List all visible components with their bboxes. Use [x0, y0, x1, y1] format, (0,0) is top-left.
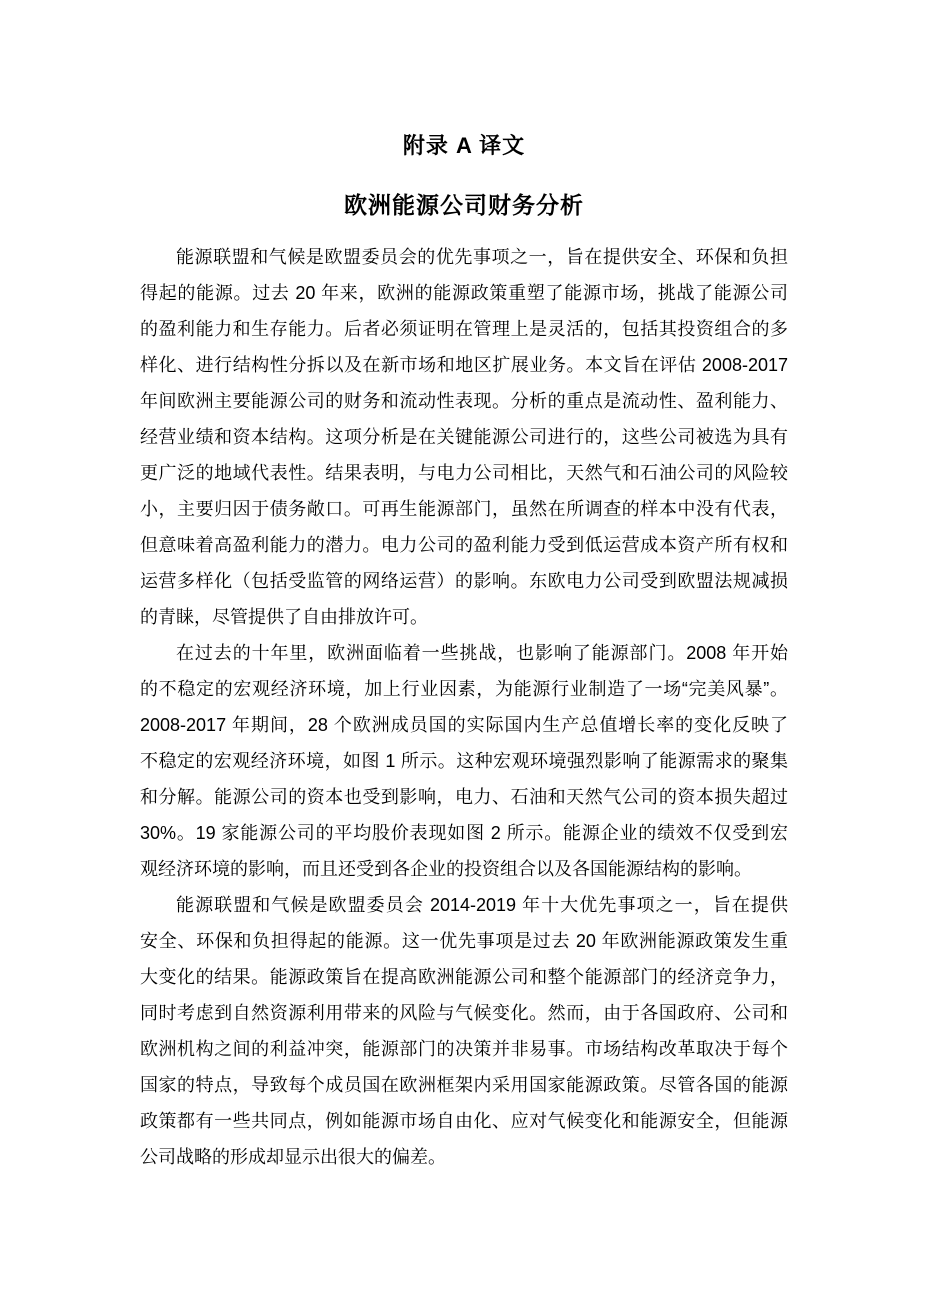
article-title: 欧洲能源公司财务分析 [344, 192, 584, 218]
text-line: 小，主要归因于债务敞口。可再生能源部门，虽然在所调查的样本中没有代表， [140, 499, 788, 519]
text-line: 安全、环保和负担得起的能源。这一优先事项是过去 20 年欧洲能源政策发生重 [140, 931, 788, 951]
text-line: 2008-2017 年期间，28 个欧洲成员国的实际国内生产总值增长率的变化反映了 [140, 715, 788, 735]
text-line: 经营业绩和资本结构。这项分析是在关键能源公司进行的，这些公司被选为具有 [140, 427, 788, 447]
text-line: 大变化的结果。能源政策旨在提高欧洲能源公司和整个能源部门的经济竞争力， [140, 967, 788, 987]
text-line: 能源联盟和气候是欧盟委员会 2014-2019 年十大优先事项之一，旨在提供 [176, 895, 788, 915]
text-line: 和分解。能源公司的资本也受到影响，电力、石油和天然气公司的资本损失超过 [140, 787, 788, 807]
text-line: 不稳定的宏观经济环境，如图 1 所示。这种宏观环境强烈影响了能源需求的聚集 [140, 751, 788, 771]
paragraph [140, 887, 788, 1175]
document-body [140, 239, 788, 1175]
paragraph [140, 635, 788, 887]
text-line: 观经济环境的影响，而且还受到各企业的投资组合以及各国能源结构的影响。 [140, 859, 752, 879]
appendix-title: 附录 A 译文 [402, 133, 526, 158]
text-line: 欧洲机构之间的利益冲突，能源部门的决策并非易事。市场结构改革取决于每个 [140, 1039, 788, 1059]
text-line: 更广泛的地域代表性。结果表明，与电力公司相比，天然气和石油公司的风险较 [140, 463, 788, 483]
text-line: 国家的特点，导致每个成员国在欧洲框架内采用国家能源政策。尽管各国的能源 [140, 1075, 788, 1095]
text-line: 得起的能源。过去 20 年来，欧洲的能源政策重塑了能源市场，挑战了能源公司 [140, 283, 788, 303]
text-line: 公司战略的形成却显示出很大的偏差。 [140, 1147, 446, 1167]
text-line: 30%。19 家能源公司的平均股价表现如图 2 所示。能源企业的绩效不仅受到宏 [140, 823, 788, 843]
text-line: 能源联盟和气候是欧盟委员会的优先事项之一，旨在提供安全、环保和负担 [176, 247, 788, 267]
text-line: 年间欧洲主要能源公司的财务和流动性表现。分析的重点是流动性、盈利能力、 [140, 391, 788, 411]
text-line: 样化、进行结构性分拆以及在新市场和地区扩展业务。本文旨在评估 2008-2017 [140, 355, 788, 375]
text-line: 但意味着高盈利能力的潜力。电力公司的盈利能力受到低运营成本资产所有权和 [140, 535, 788, 555]
text-line: 运营多样化（包括受监管的网络运营）的影响。东欧电力公司受到欧盟法规减损 [140, 571, 788, 591]
text-line: 同时考虑到自然资源利用带来的风险与气候变化。然而，由于各国政府、公司和 [140, 1003, 788, 1023]
paragraph [140, 239, 788, 635]
text-line: 的青睐，尽管提供了自由排放许可。 [140, 607, 428, 627]
text-line: 的不稳定的宏观经济环境，加上行业因素，为能源行业制造了一场“完美风暴”。 [140, 679, 788, 699]
text-line: 政策都有一些共同点，例如能源市场自由化、应对气候变化和能源安全，但能源 [140, 1111, 788, 1131]
text-line: 的盈利能力和生存能力。后者必须证明在管理上是灵活的，包括其投资组合的多 [140, 319, 788, 339]
text-line: 在过去的十年里，欧洲面临着一些挑战，也影响了能源部门。2008 年开始 [176, 643, 788, 663]
